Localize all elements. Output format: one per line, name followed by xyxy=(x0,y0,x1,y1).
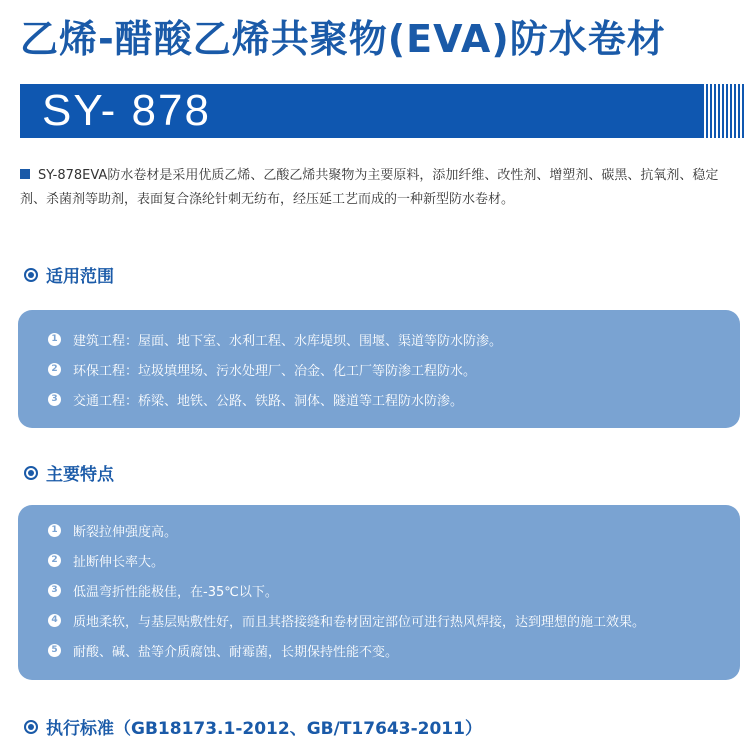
list-item xyxy=(48,575,740,605)
circled-number-icon: 2 xyxy=(48,363,61,376)
scope-panel xyxy=(18,310,740,428)
list-item-text: 建筑工程：屋面、地下室、水利工程、水库堤坝、围堰、渠道等防水防渗。 xyxy=(73,333,503,349)
features-panel xyxy=(18,505,740,680)
intro-text: SY-878EVA防水卷材是采用优质乙烯、乙酸乙烯共聚物为主要原料，添加纤维、改性剂、增塑剂、碳黑、抗氧剂、稳定剂、杀菌剂等助剂，表面复合涤纶针刺无纺布，经压延工艺而成的一种新型防水卷材。 xyxy=(20,168,719,207)
list-item-text: 环保工程：垃圾填埋场、污水处理厂、冶金、化工厂等防渗工程防水。 xyxy=(73,363,477,379)
section-heading-scope xyxy=(24,262,114,287)
section-title: 执行标准（GB18173.1-2012、GB/T17643-2011） xyxy=(46,719,482,739)
list-item-text: 质地柔软，与基层贴敷性好，而且其搭接缝和卷材固定部位可进行热风焊接，达到理想的施工效果。 xyxy=(73,614,646,630)
page-title: 乙烯-醋酸乙烯共聚物(EVA)防水卷材 xyxy=(20,17,666,61)
section-title: 适用范围 xyxy=(46,267,114,287)
list-item-text: 耐酸、碱、盐等介质腐蚀、耐霉菌，长期保持性能不变。 xyxy=(73,644,399,660)
circled-number-icon: 1 xyxy=(48,333,61,346)
circled-number-icon: 3 xyxy=(48,393,61,406)
circle-dot-icon xyxy=(24,466,38,480)
list-item xyxy=(48,545,740,575)
circled-number-icon: 5 xyxy=(48,644,61,657)
section-heading-standards xyxy=(24,714,482,739)
list-item-text: 低温弯折性能极佳，在-35℃以下。 xyxy=(73,584,278,600)
list-item-text: 交通工程：桥梁、地铁、公路、铁路、洞体、隧道等工程防水防渗。 xyxy=(73,393,464,409)
circled-number-icon: 1 xyxy=(48,524,61,537)
model-number: SY- 878 xyxy=(42,86,211,135)
list-item xyxy=(48,354,740,384)
circled-number-icon: 2 xyxy=(48,554,61,567)
model-banner xyxy=(20,84,744,138)
section-title: 主要特点 xyxy=(46,465,114,485)
circle-dot-icon xyxy=(24,268,38,282)
banner-stripes xyxy=(704,84,744,138)
list-item-text: 扯断伸长率大。 xyxy=(73,554,165,570)
intro-paragraph xyxy=(20,164,740,212)
list-item-text: 断裂拉伸强度高。 xyxy=(73,524,178,540)
list-item xyxy=(48,384,740,414)
section-heading-features xyxy=(24,460,114,485)
list-item xyxy=(48,324,740,354)
list-item xyxy=(48,605,740,635)
square-icon xyxy=(20,169,30,179)
list-item xyxy=(48,515,740,545)
circled-number-icon: 4 xyxy=(48,614,61,627)
circle-dot-icon xyxy=(24,720,38,734)
circled-number-icon: 3 xyxy=(48,584,61,597)
list-item xyxy=(48,635,740,665)
